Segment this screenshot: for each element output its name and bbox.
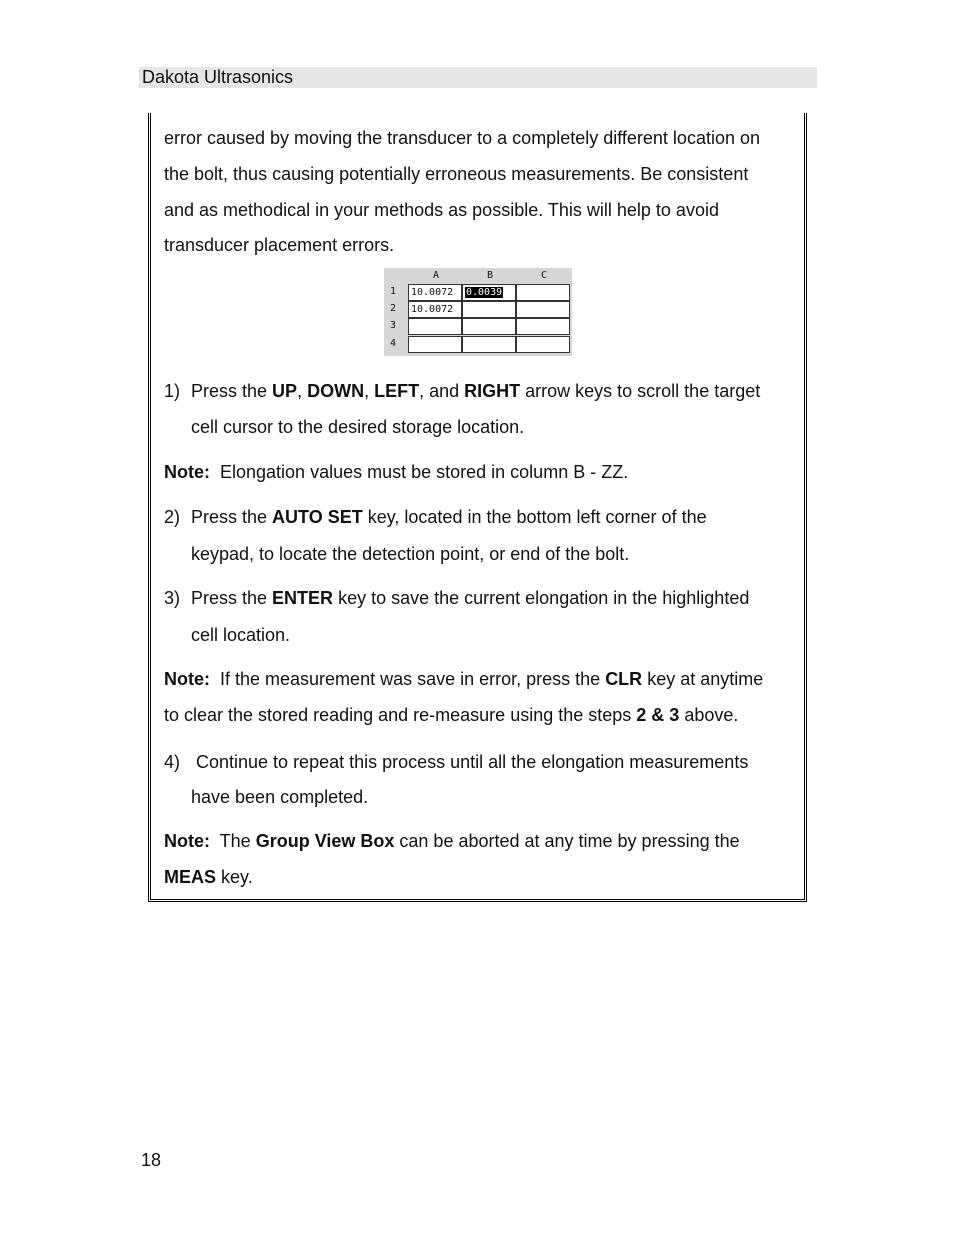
row-header-3: 3 xyxy=(390,320,397,331)
steps-reference: 2 & 3 xyxy=(636,705,680,725)
step-2-line-2: keypad, to locate the detection point, or end of the bolt. xyxy=(191,544,630,564)
row-header-1: 1 xyxy=(390,286,397,297)
page-number: 18 xyxy=(141,1150,162,1170)
intro-line-1: error caused by moving the transducer to a completely different location on xyxy=(164,128,760,148)
group-view-box-term: Group View Box xyxy=(255,831,395,851)
column-header-b: B xyxy=(486,270,494,281)
group-view-grid xyxy=(384,268,572,356)
clr-key: CLR xyxy=(605,669,643,689)
grid-cell-b3 xyxy=(462,318,516,335)
note-2-line-1: Note: If the measurement was save in error, press the CLR key at anytime xyxy=(164,669,764,689)
meas-key: MEAS xyxy=(164,867,217,887)
note-3-line-1: Note: The Group View Box can be aborted at any time by pressing the xyxy=(164,831,740,851)
step-2-line-1: Press the AUTO SET key, located in the bottom left corner of the xyxy=(191,507,707,527)
note-1: Note: Elongation values must be stored in column B - ZZ. xyxy=(164,462,629,482)
grid-cell-a3 xyxy=(408,318,462,335)
step-4-number: 4) xyxy=(164,752,181,772)
grid-cell-c2 xyxy=(516,301,570,318)
grid-cell-a2: 10.0072 xyxy=(408,301,462,318)
running-header xyxy=(139,67,817,88)
enter-key: ENTER xyxy=(272,588,334,608)
intro-line-2: the bolt, thus causing potentially erroneous measurements. Be consistent xyxy=(164,164,749,184)
auto-set-key: AUTO SET xyxy=(272,507,363,527)
note-3-label: Note: xyxy=(164,831,210,851)
grid-cell-b4 xyxy=(462,336,516,353)
header-title: Dakota Ultrasonics xyxy=(142,67,294,87)
step-2-number: 2) xyxy=(164,507,181,527)
left-key: LEFT xyxy=(374,381,420,401)
note-1-label: Note: xyxy=(164,462,210,482)
step-4-line-2: have been completed. xyxy=(191,787,369,807)
grid-cell-b1-selected xyxy=(462,284,516,301)
step-3-line-2: cell location. xyxy=(191,625,291,645)
note-2-label: Note: xyxy=(164,669,210,689)
grid-cell-b2 xyxy=(462,301,516,318)
step-4-line-1: Continue to repeat this process until all the elongation measurements xyxy=(196,752,749,772)
right-key: RIGHT xyxy=(464,381,521,401)
grid-cell-b1-value: 0.0039 xyxy=(466,287,503,298)
row-header-4: 4 xyxy=(390,338,397,349)
step-1-line-2: cell cursor to the desired storage location. xyxy=(191,417,525,437)
note-3-line-2: MEAS key. xyxy=(164,867,253,887)
up-key: UP xyxy=(272,381,298,401)
step-3-number: 3) xyxy=(164,588,181,608)
row-header-2: 2 xyxy=(390,303,397,314)
intro-line-4: transducer placement errors. xyxy=(164,235,395,255)
step-1-number: 1) xyxy=(164,381,181,401)
column-header-a: A xyxy=(432,270,440,281)
grid-cell-a1: 10.0072 xyxy=(408,284,462,301)
grid-cell-c4 xyxy=(516,336,570,353)
grid-cell-a4 xyxy=(408,336,462,353)
grid-cell-c1 xyxy=(516,284,570,301)
note-2-line-2: to clear the stored reading and re-measure using the steps 2 & 3 above. xyxy=(164,705,739,725)
column-header-c: C xyxy=(540,270,548,281)
intro-line-3: and as methodical in your methods as possible. This will help to avoid xyxy=(164,200,719,220)
step-3-line-1: Press the ENTER key to save the current elongation in the highlighted xyxy=(191,588,750,608)
down-key: DOWN xyxy=(307,381,365,401)
step-1-line-1: Press the UP, DOWN, LEFT, and RIGHT arrow keys to scroll the target xyxy=(191,381,761,401)
grid-cell-c3 xyxy=(516,318,570,335)
